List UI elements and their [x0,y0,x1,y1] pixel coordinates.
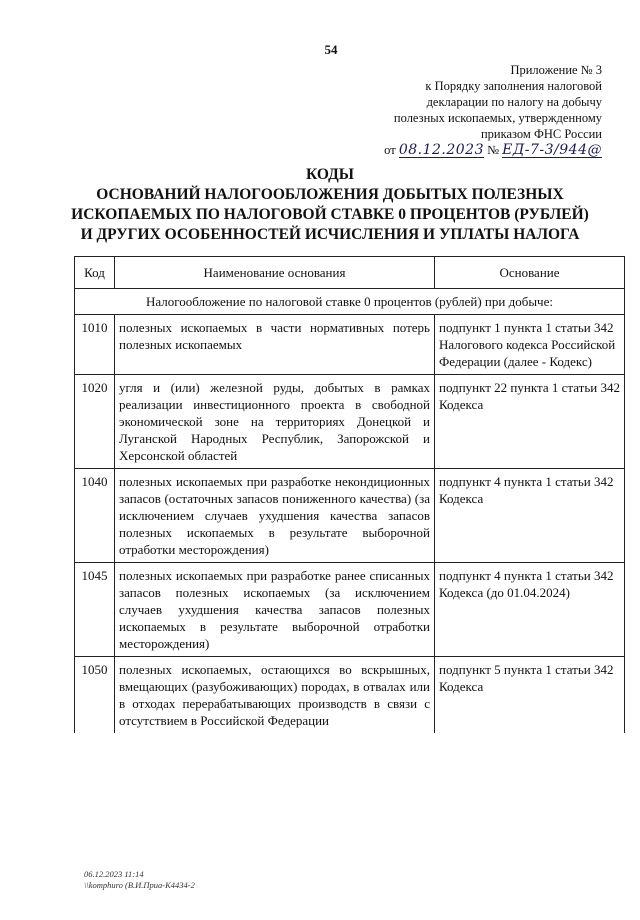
row-name: угля и (или) железной руды, добытых в рамках реализации инвестиционного проекта в свободной экономической зоне на территориях Донецкой и Луганской Народных Республик, Запорожской и Херсонской областей [115,375,435,469]
row-code: 1045 [75,563,115,657]
row-basis: подпункт 4 пункта 1 статьи 342 Кодекса [435,469,625,563]
row-name: полезных ископаемых, остающихся во вскрышных, вмещающих (разубоживающих) породах, в отвалах или в отходах перерабатывающих производств в связи с отсутствием в Российской Федерации [115,657,435,734]
title-line: И ДРУГИХ ОСОБЕННОСТЕЙ ИСЧИСЛЕНИЯ И УПЛАТЫ НАЛОГА [80,226,580,243]
title-line: ОСНОВАНИЙ НАЛОГООБЛОЖЕНИЯ ДОБЫТЫХ ПОЛЕЗНЫХ [96,186,564,203]
row-name: полезных ископаемых при разработке некондиционных запасов (остаточных запасов пониженного качества) (за исключением случаев ухудшения качества запасов полезных ископаемых в результате выборочной отработки месторождения) [115,469,435,563]
section-title: Налогообложение по налоговой ставке 0 процентов (рублей) при добыче: [75,289,625,315]
row-basis: подпункт 5 пункта 1 статьи 342 Кодекса [435,657,625,734]
table-row [75,469,625,563]
header-name: Наименование основания [115,257,435,289]
appendix-line: Приложение № 3 [510,63,602,77]
header-basis: Основание [435,257,625,289]
table-row [75,657,625,734]
print-footer [84,869,195,891]
order-number: ЕД-7-3/944@ [502,142,602,158]
appendix-line: декларации по налогу на добычу [426,95,602,109]
row-basis: подпункт 22 пункта 1 статьи 342 Кодекса [435,375,625,469]
row-code: 1020 [75,375,115,469]
title-line: КОДЫ [305,166,355,183]
title-line: ИСКОПАЕМЫХ ПО НАЛОГОВОЙ СТАВКЕ 0 ПРОЦЕНТОВ (РУБЛЕЙ) [71,206,589,223]
footer-path: \\komphuro (В.И.Приа-К4434-2 [84,880,195,890]
order-date: 08.12.2023 [398,142,484,158]
table-row [75,375,625,469]
header-code: Код [75,257,115,289]
footer-timestamp: 06.12.2023 11:14 [84,869,144,879]
page-number: 54 [324,42,338,57]
section-row [75,289,625,315]
table-header-row [75,257,625,289]
row-code: 1040 [75,469,115,563]
table-row [75,315,625,375]
codes-table [74,256,625,733]
table-row [75,563,625,657]
order-prefix: от [384,143,396,157]
appendix-header [302,62,602,158]
order-line [302,142,602,158]
document-title [40,165,620,245]
appendix-line: к Порядку заполнения налоговой [425,79,602,93]
row-code: 1050 [75,657,115,734]
row-code: 1010 [75,315,115,375]
order-number-label: № [487,143,500,157]
row-name: полезных ископаемых при разработке ранее списанных запасов полезных ископаемых (за исключением случаев ухудшения качества запасов полезных ископаемых в результате выборочной отработки месторождения) [115,563,435,657]
row-basis: подпункт 4 пункта 1 статьи 342 Кодекса (до 01.04.2024) [435,563,625,657]
appendix-line: полезных ископаемых, утвержденному [393,111,602,125]
row-basis: подпункт 1 пункта 1 статьи 342 Налогового кодекса Российской Федерации (далее - Кодекс) [435,315,625,375]
appendix-line: приказом ФНС России [480,127,602,141]
row-name: полезных ископаемых в части нормативных потерь полезных ископаемых [115,315,435,375]
